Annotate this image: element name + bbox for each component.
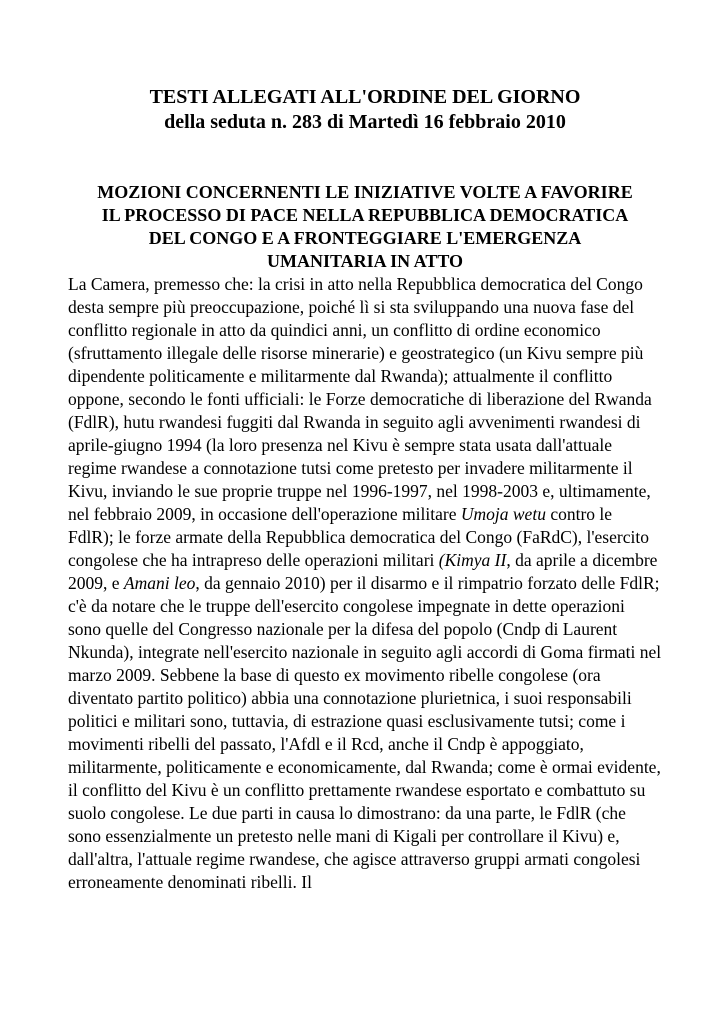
document-title-line2: della seduta n. 283 di Martedì 16 febbraio 2010 [164,111,566,133]
body-text-segment: contro le FdlR); le forze armate della Repubblica democratica del Congo (FaRdC), l'esercito congolese che ha intrapreso delle operazioni militari [68,504,649,570]
body-text-segment: La Camera, premesso che: la crisi in atto nella Repubblica democratica del Congo desta sempre più preoccupazione, poiché lì si sta sviluppando una nuova fase del conflitto regionale in atto da quindici anni, un conflitto di ordine economico (sfruttamento illegale delle risorse minerarie) e geostrategico (un Kivu sempre più dipendente politicamente e militarmente dal Rwanda); attualmente il conflitto oppone, secondo le fonti ufficiali: le Forze democratiche di liberazione del Rwanda (FdlR), hutu rwandesi fuggiti dal Rwanda in seguito agli avvenimenti rwandesi di aprile-giugno 1994 (la loro presenza nel Kivu è sempre stata usata dall'attuale regime rwandese a connotazione tutsi come pretesto per invadere militarmente il Kivu, inviando le sue proprie truppe nel 1996-1997, nel 1998-2003 e, ultimamente, nel febbraio 2009, in occasione dell'operazione militare [68,274,652,524]
body-text-segment: , da aprile a dicembre 2009, e [68,550,658,593]
body-text-segment: , da gennaio 2010) per il disarmo e il rimpatrio forzato delle FdlR; c'è da notare che le truppe dell'esercito congolese impegnate in dette operazioni sono quelle del Congresso nazionale per la difesa del popolo (Cndp di Laurent Nkunda), integrate nell'esercito nazionale in seguito agli accordi di Goma firmati nel marzo 2009. Sebbene la base di questo ex movimento ribelle congolese (ora diventato partito politico) abbia una connotazione plurietnica, i suoi responsabili politici e militari sono, tuttavia, di estrazione quasi esclusivamente tutsi; come i movimenti ribelli del passato, l'Afdl e il Rcd, anche il Cndp è appoggiato, militarmente, politicamente e economicamente, dal Rwanda; come è ormai evidente, il conflitto del Kivu è un conflitto prettamente rwandese esportato e combattuto su suolo congolese. Le due parti in causa lo dimostrano: da una parte, le FdlR (che sono essenzialmente un pretesto nelle mani di Kigali per controllare il Kivu) e, dall'altra, l'attuale regime rwandese, che agisce attraverso gruppi armati congolesi erroneamente denominati ribelli. Il [68,573,662,892]
body-text-italic-segment: Amani leo [123,573,196,593]
document-title-line1: TESTI ALLEGATI ALL'ORDINE DEL GIORNO [149,86,581,108]
body-text-italic-segment: Umoja wetu [460,504,546,524]
body-paragraph [68,273,662,894]
section-heading: MOZIONI CONCERNENTI LE INIZIATIVE VOLTE A FAVORIRE IL PROCESSO DI PACE NELLA REPUBBLICA DEMOCRATICA DEL CONGO E A FRONTEGGIARE L'EMERGENZA UMANITARIA IN ATTO [97,182,633,271]
body-text-italic-segment: (Kimya II [438,550,507,570]
document-title [68,85,662,135]
